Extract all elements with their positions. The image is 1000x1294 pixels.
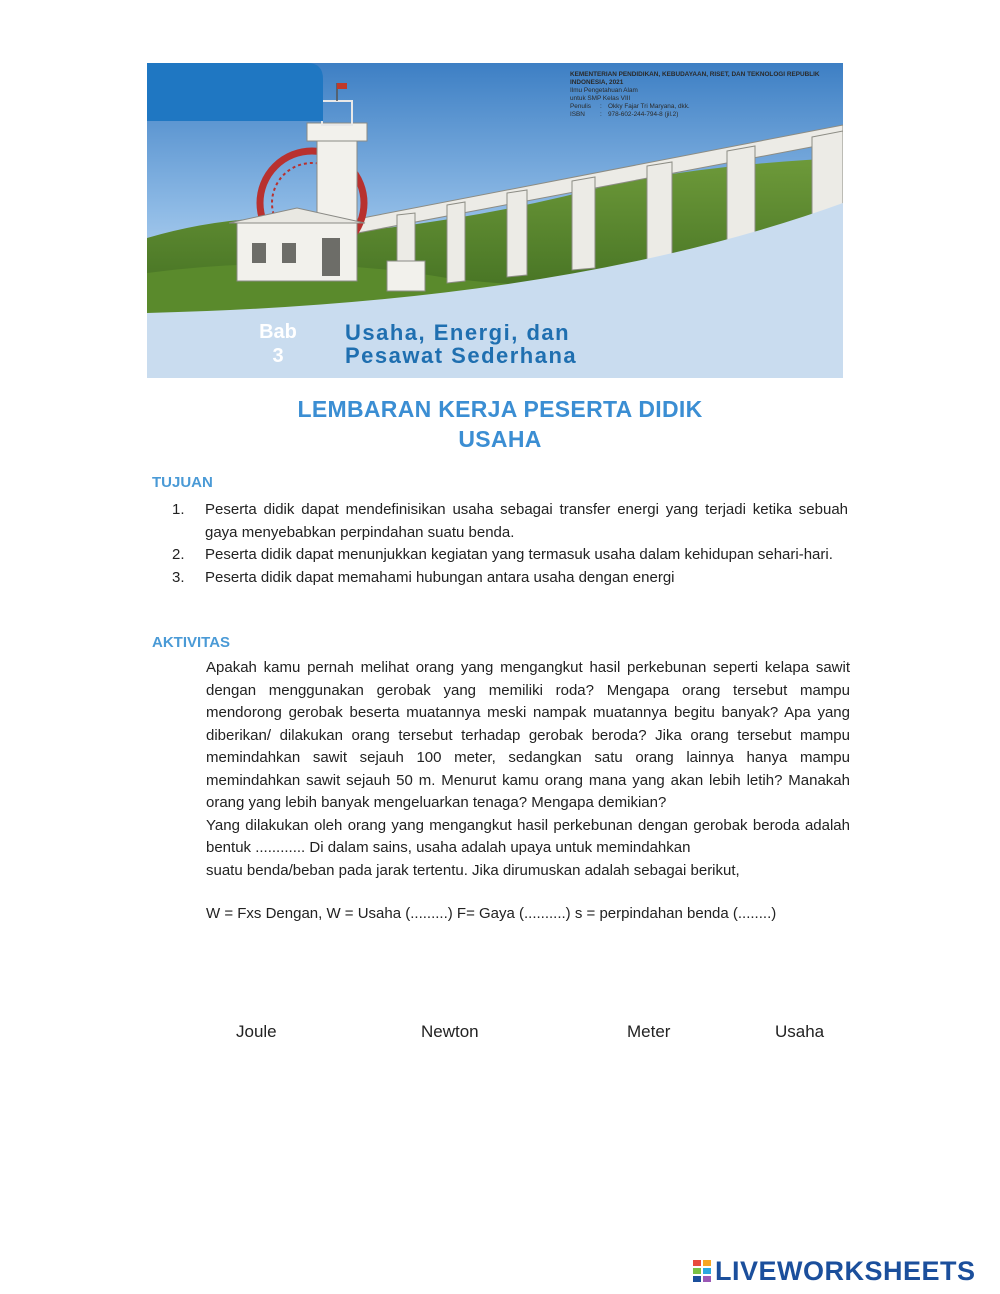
formula-line: W = Fxs Dengan, W = Usaha (.........) F= Gaya (..........) s = perpindahan benda (........)	[206, 905, 777, 922]
chapter-number-badge	[147, 63, 323, 121]
list-item: 1. Peserta didik dapat mendefinisikan usaha sebagai transfer energi yang terjadi ketika sebuah gaya menyebabkan perpindahan suatu benda.	[172, 501, 848, 541]
liveworksheets-logo-icon	[692, 1259, 712, 1283]
activity-paragraph: Yang dilakukan oleh orang yang mengangkut hasil perkebunan dengan gerobak beroda adalah bentuk ............ Di dalam sains, usaha adalah upaya untuk memindahkan	[206, 816, 850, 856]
list-item: 3. Peserta didik dapat memahami hubungan antara usaha dengan energi	[172, 568, 675, 586]
publication-info	[570, 71, 835, 119]
chapter-number: Bab 3	[259, 321, 297, 367]
chapter-title: Usaha, Energi, dan Pesawat Sederhana	[345, 320, 578, 368]
publisher-text: KEMENTERIAN PENDIDIKAN, KEBUDAYAAN, RISET, DAN TEKNOLOGI REPUBLIK INDONESIA, 2021	[570, 71, 820, 86]
word-bank-meter[interactable]: Meter	[627, 1022, 671, 1041]
word-bank-joule[interactable]: Joule	[236, 1022, 277, 1041]
liveworksheets-logo-text: LIVEWORKSHEETS	[715, 1255, 976, 1286]
author-row: Penulis : Okky Fajar Tri Maryana, dkk.	[570, 103, 690, 110]
subject-line-2: untuk SMP Kelas VIII	[570, 95, 631, 102]
worksheet-subtitle: USAHA	[458, 426, 542, 452]
list-item: 2. Peserta didik dapat menunjukkan kegiatan yang termasuk usaha dalam kehidupan sehari-hari.	[172, 546, 833, 563]
book-cover-banner	[147, 63, 843, 378]
word-bank-newton[interactable]: Newton	[421, 1022, 479, 1041]
goals-list	[172, 499, 848, 589]
activity-text	[206, 657, 850, 882]
isbn-row: ISBN : 978-602-244-794-8 (jil.2)	[570, 111, 679, 118]
worksheet-title: LEMBARAN KERJA PESERTA DIDIK	[297, 396, 703, 422]
activity-paragraph: suatu benda/beban pada jarak tertentu. Jika dirumuskan adalah sebagai berikut,	[206, 861, 740, 879]
liveworksheets-logo[interactable]	[692, 1256, 976, 1286]
goals-heading: TUJUAN	[152, 474, 213, 491]
word-bank-usaha[interactable]: Usaha	[775, 1022, 825, 1041]
activity-heading: AKTIVITAS	[152, 634, 231, 651]
subject-line-1: Ilmu Pengetahuan Alam	[570, 87, 638, 94]
activity-paragraph: Apakah kamu pernah melihat orang yang mengangkut hasil perkebunan seperti kelapa sawit dengan menggunakan gerobak yang memiliki roda? Mengapa orang tersebut mampu mendorong gerobak beserta muatannya meski nampak muatannya begitu banyak? Apa yang diberikan/ dilakukan orang tersebut terhadap gerobak beroda? Jika orang tersebut mampu memindahkan sawit sejauh 100 meter, sedangkan satu orang lainnya hanya mampu memindahkan sawit sejauh 50 m. Menurut kamu orang mana yang akan lebih letih? Manakah orang yang lebih banyak mengeluarkan tenaga? Mengapa demikian?	[206, 659, 850, 811]
